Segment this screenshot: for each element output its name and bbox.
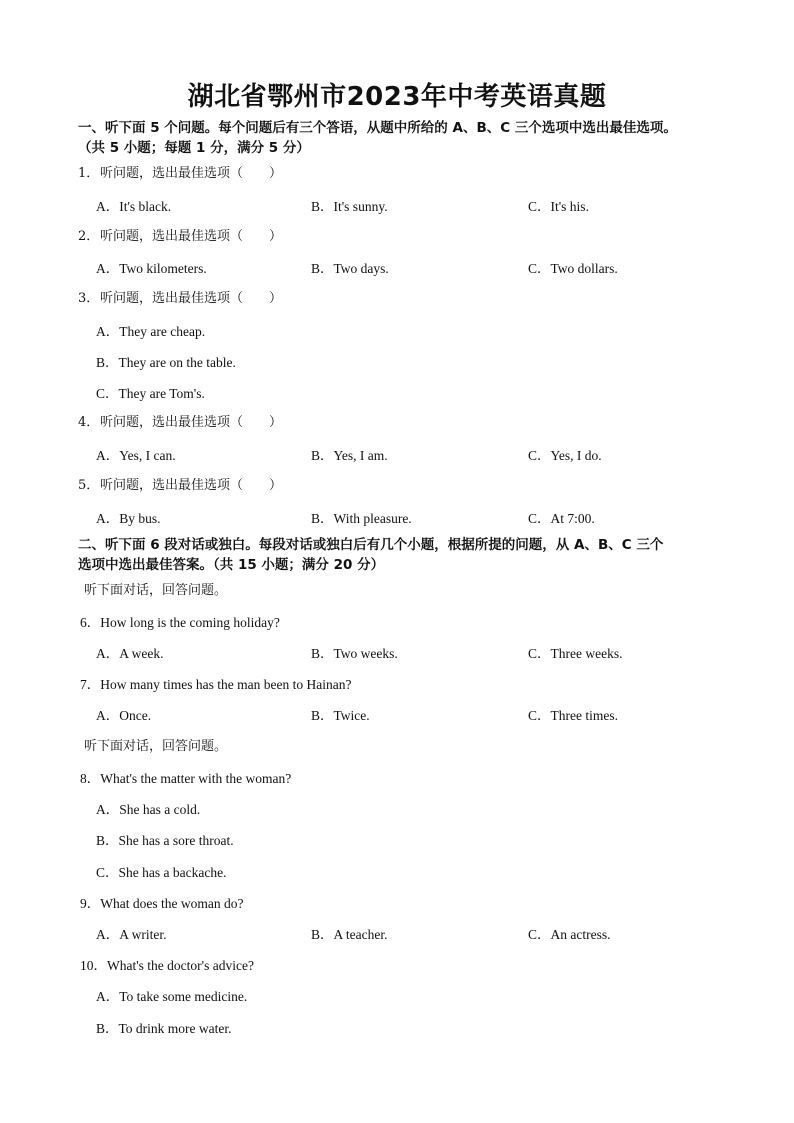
section1-line1: 一、听下面 5 个问题。每个问题后有三个答语，从题中所给的 A、B、C 三个选项中选出最佳选项。	[78, 120, 677, 136]
q9-option-b: B．A teacher.	[311, 927, 388, 942]
section2-line2: 选项中选出最佳答案。（共 15 小题；满分 20 分）	[78, 557, 385, 573]
question-1	[78, 165, 282, 183]
q1-option-b: B．It's sunny.	[311, 199, 388, 214]
q8-option-a: A．She has a cold.	[96, 802, 201, 817]
q8-option-c: C．She has a backache.	[96, 865, 227, 880]
q7-option-b: B．Twice.	[311, 708, 370, 723]
question-text: 听问题，选出最佳选项（ ）	[100, 291, 283, 306]
question-9: 9．What does the woman do?	[80, 896, 244, 911]
q3-option-a: A．They are cheap.	[96, 324, 206, 339]
q8-option-b: B．She has a sore throat.	[96, 833, 234, 848]
section1-heading	[78, 118, 754, 158]
q3-option-c: C．They are Tom's.	[96, 386, 205, 401]
question-2	[78, 228, 282, 246]
section2-heading	[78, 535, 754, 575]
q7-option-c: C．Three times.	[528, 708, 618, 723]
q7-option-a: A．Once.	[96, 708, 152, 723]
question-6: 6．How long is the coming holiday?	[80, 615, 280, 630]
dialogue-intro-1: 听下面对话，回答问题。	[84, 583, 228, 598]
q10-option-b: B．To drink more water.	[96, 1021, 232, 1036]
q9-option-a: A．A writer.	[96, 927, 167, 942]
q6-option-b: B．Two weeks.	[311, 646, 398, 661]
q2-option-b: B．Two days.	[311, 261, 389, 276]
q5-option-b: B．With pleasure.	[311, 511, 412, 526]
question-3	[78, 290, 282, 308]
question-text: 听问题，选出最佳选项（ ）	[100, 415, 283, 430]
question-5	[78, 477, 282, 495]
question-8: 8．What's the matter with the woman?	[80, 771, 292, 786]
q2-option-a: A．Two kilometers.	[96, 261, 207, 276]
q3-option-b: B．They are on the table.	[96, 355, 236, 370]
question-number: 5．	[78, 478, 100, 493]
q10-option-a: A．To take some medicine.	[96, 989, 248, 1004]
q6-option-c: C．Three weeks.	[528, 646, 623, 661]
page-title: 湖北省鄂州市2023年中考英语真题	[187, 82, 607, 112]
question-number: 3．	[78, 291, 100, 306]
question-number: 4．	[78, 415, 100, 430]
question-number: 2．	[78, 229, 100, 244]
question-number: 1．	[78, 166, 100, 181]
q1-option-c: C．It's his.	[528, 199, 589, 214]
q4-option-b: B．Yes, I am.	[311, 448, 388, 463]
q2-option-c: C．Two dollars.	[528, 261, 618, 276]
section2-line1: 二、听下面 6 段对话或独白。每段对话或独白后有几个小题，根据所提的问题，从 A、B、C 三个	[78, 537, 664, 553]
dialogue-intro-2: 听下面对话，回答问题。	[84, 739, 228, 754]
q4-option-c: C．Yes, I do.	[528, 448, 602, 463]
q5-option-c: C．At 7:00.	[528, 511, 595, 526]
q1-option-a: A．It's black.	[96, 199, 172, 214]
question-4	[78, 414, 282, 432]
section1-line2: （共 5 小题；每题 1 分，满分 5 分）	[78, 140, 310, 156]
question-text: 听问题，选出最佳选项（ ）	[100, 478, 283, 493]
q4-option-a: A．Yes, I can.	[96, 448, 176, 463]
question-text: 听问题，选出最佳选项（ ）	[100, 166, 283, 181]
question-7: 7．How many times has the man been to Hainan?	[80, 677, 352, 692]
question-10: 10．What's the doctor's advice?	[80, 958, 254, 973]
question-text: 听问题，选出最佳选项（ ）	[100, 229, 283, 244]
q6-option-a: A．A week.	[96, 646, 164, 661]
q9-option-c: C．An actress.	[528, 927, 611, 942]
q5-option-a: A．By bus.	[96, 511, 161, 526]
